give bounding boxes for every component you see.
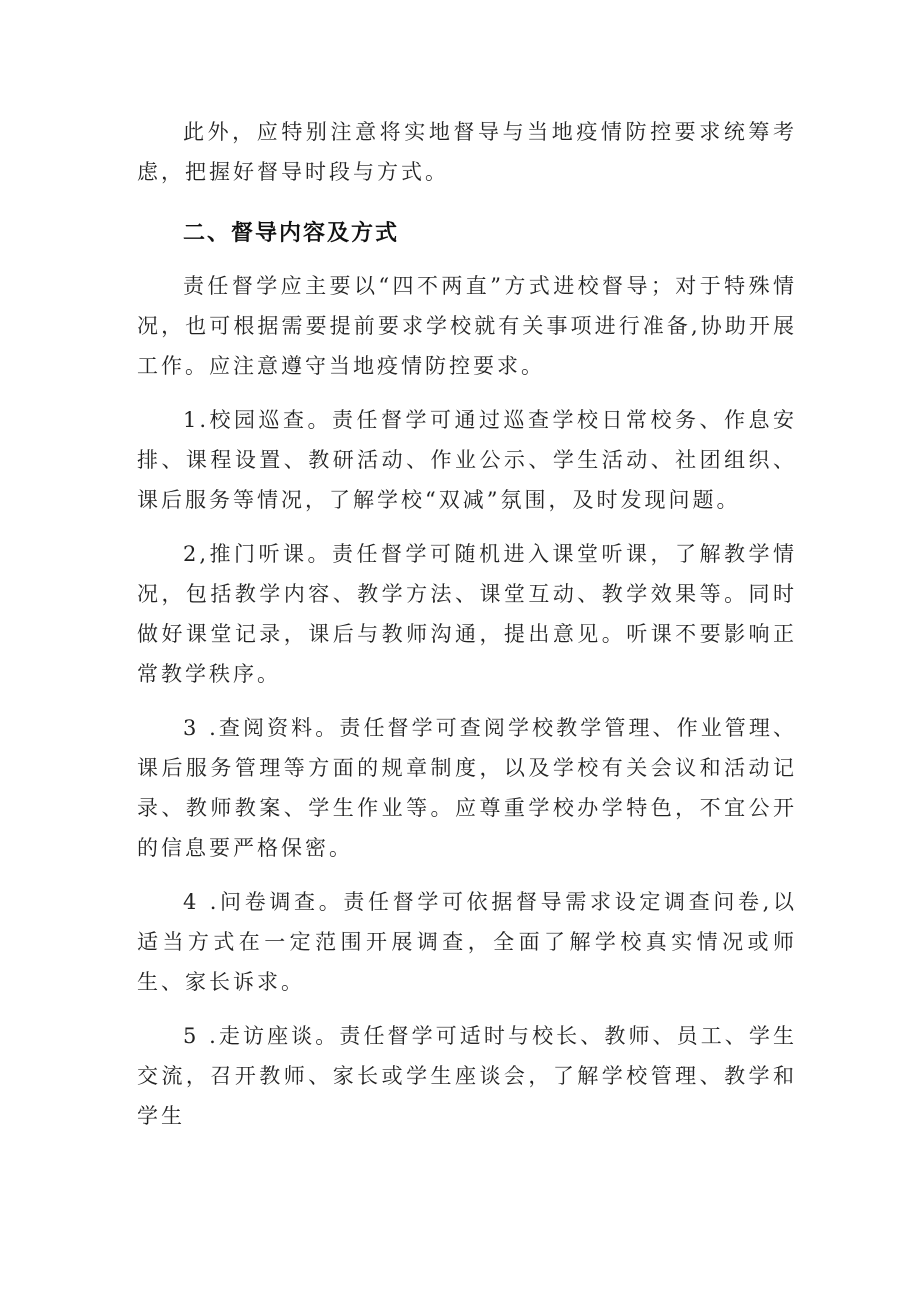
section-heading: 二、督导内容及方式 [183, 221, 400, 246]
paragraph-questionnaire: 4 .问卷调查。责任督学可依据督导需求设定调查问卷,以适当方式在一定范围开展调查，全面了解学校真实情况或师生、家长诉求。 [137, 890, 797, 994]
paragraph-document-review: 3 .查阅资料。责任督学可查阅学校教学管理、作业管理、课后服务管理等方面的规章制度，以及学校有关会议和活动记录、教师教案、学生作业等。应尊重学校办学特色，不宜公开的信息要严格保密。 [137, 716, 797, 860]
paragraph-campus-patrol: 1.校园巡查。责任督学可通过巡查学校日常校务、作息安排、课程设置、教研活动、作业公示、学生活动、社团组织、课后服务等情况，了解学校“双减”氛围，及时发现问题。 [137, 408, 797, 512]
document-body [137, 112, 797, 1150]
paragraph-class-observation: 2,推门听课。责任督学可随机进入课堂听课，了解教学情况，包括教学内容、教学方法、课堂互动、教学效果等。同时做好课堂记录，课后与教师沟通，提出意见。听课不要影响正常教学秩序。 [137, 542, 797, 686]
paragraph-epidemic-note: 此外，应特别注意将实地督导与当地疫情防控要求统筹考虑，把握好督导时段与方式。 [137, 120, 797, 184]
paragraph-supervision-method: 责任督学应主要以“四不两直”方式进校督导；对于特殊情况，也可根据需要提前要求学校就有关事项进行准备,协助开展工作。应注意遵守当地疫情防控要求。 [137, 274, 797, 378]
paragraph-interviews: 5 .走访座谈。责任督学可适时与校长、教师、员工、学生交流，召开教师、家长或学生座谈会，了解学校管理、教学和学生 [137, 1024, 797, 1128]
